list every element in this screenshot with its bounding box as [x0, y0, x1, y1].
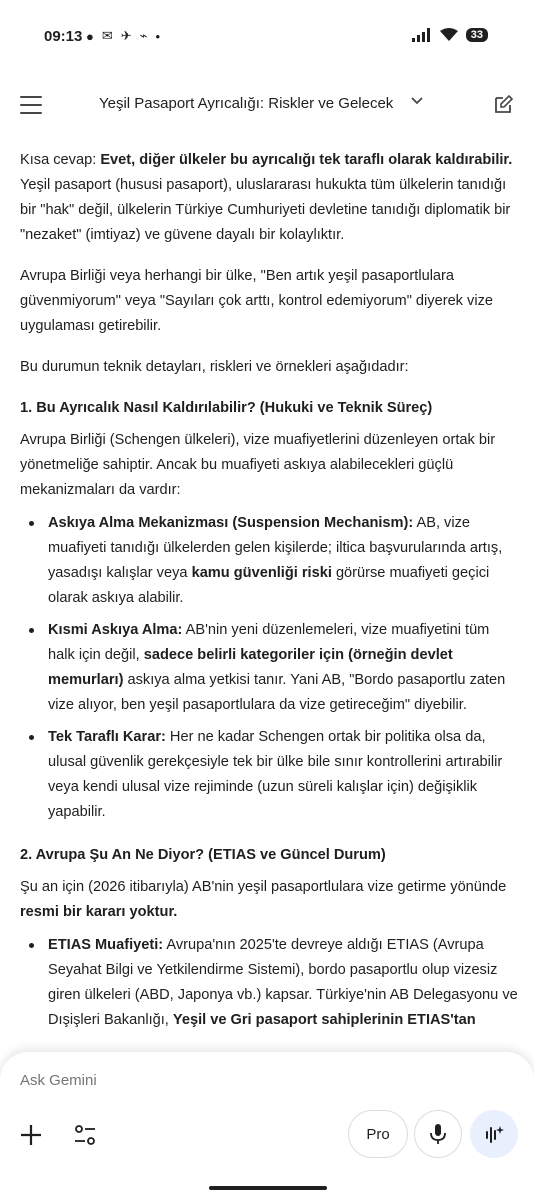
response-content [20, 148, 520, 1051]
list-item: Tek Taraflı Karar: Her ne kadar Schengen ortak bir politika olsa da, ulusal güvenlik gerekçesiyle tek bir ülke bile sınır kontrollerini artırabilir veya kendi ulusal vize rejiminde (uzun süreli kalışlar için) değişiklik yapabilir. [48, 725, 520, 825]
status-time: 09:13 [44, 28, 83, 45]
mic-icon [428, 1123, 448, 1145]
model-selector-button[interactable]: Pro [348, 1110, 408, 1158]
status-bar [0, 0, 534, 76]
wifi-icon [440, 28, 458, 42]
paragraph-eu: Avrupa Birliği veya herhangi bir ülke, "Ben artık yeşil pasaportlulara güvenmiyorum" veya "Sayıları çok arttı, kontrol edemiyorum" diyerek vize uygulaması getirebilir. [20, 268, 493, 334]
chevron-down-icon[interactable] [410, 94, 424, 108]
list-item: Kısmi Askıya Alma: AB'nin yeni düzenlemeleri, vize muafiyetini tüm halk için değil, sadece belirli kategoriler için (örneğin devlet memurları) askıya alma yetkisi tanır. Yani AB, "Bordo pasaportlu zaten vize alıyor, ben yeşil pasaportlulara da vize getireceğim" diyebilir. [48, 618, 520, 718]
mail-notification-icon: ✉ [101, 28, 113, 43]
tools-icon[interactable] [72, 1122, 98, 1148]
flight-notification-icon: ✈ [120, 28, 132, 43]
section-intro-2: Şu an için (2026 itibarıyla) AB'nin yeşil pasaportlulara vize getirme yönünde resmi bir kararı yoktur. [20, 879, 507, 920]
bird-notification-icon: ⌁ [139, 28, 148, 43]
more-notifications-icon: • [155, 28, 161, 44]
section-heading-2: 2. Avrupa Şu An Ne Diyor? (ETIAS ve Güncel Durum) [20, 847, 386, 863]
plus-icon[interactable] [18, 1122, 44, 1148]
chat-title[interactable]: Yeşil Pasaport Ayrıcalığı: Riskler ve Gelecek [99, 95, 394, 112]
prompt-panel [0, 1052, 534, 1200]
paragraph-short-answer: Kısa cevap: Evet, diğer ülkeler bu ayrıcalığı tek taraflı olarak kaldırabilir. Yeşil pasaport (hususi pasaport), uluslararası hukukta tüm ülkelerin tanıdığı bir "hak" değil, ülkelerin Türkiye Cumhuriyeti devletine tanıdığı diplomatik bir "nezaket" (imtiyaz) ve güvene dayalı bir kolaylıktır. [20, 152, 513, 243]
signal-icon [412, 28, 432, 42]
list-item: ETIAS Muafiyeti: Avrupa'nın 2025'te devreye aldığı ETIAS (Avrupa Seyahat Bilgi ve Yetkilendirme Sistemi), bordo pasaportlu olup vizesiz giren ülkeleri (ABD, Japonya vb.) kapsar. Türkiye'nin AB Delegasyonu ve Dışişleri Bakanlığı, Yeşil ve Gri pasaport sahiplerinin ETIAS'tan [48, 933, 520, 1033]
edit-icon[interactable] [492, 94, 514, 116]
section-list-1 [20, 511, 520, 825]
section-intro-1: Avrupa Birliği (Schengen ülkeleri), vize muafiyetlerini düzenleyen ortak bir yönetmeliğe sahiptir. Ancak bu muafiyeti askıya alabilecekleri güçlü mekanizmaları da vardır: [20, 432, 496, 498]
section-heading-1: 1. Bu Ayrıcalık Nasıl Kaldırılabilir? (Hukuki ve Teknik Süreç) [20, 400, 433, 416]
section-list-2 [20, 933, 520, 1033]
chat-notification-icon: ● [86, 28, 94, 44]
system-icons [412, 28, 488, 42]
live-icon [483, 1123, 505, 1145]
battery-icon: 33 [466, 28, 488, 42]
notification-icons [86, 28, 160, 44]
menu-icon[interactable] [20, 96, 42, 114]
app-header [0, 86, 534, 126]
paragraph-details: Bu durumun teknik detayları, riskleri ve örnekleri aşağıdadır: [20, 359, 409, 375]
list-item: Askıya Alma Mekanizması (Suspension Mechanism): AB, vize muafiyeti tanıdığı ülkelerden gelen kişilerde; iltica başvurularında artış, yasadışı kalışlar veya kamu güvenliği riski görürse muafiyeti geçici olarak askıya alabilir. [48, 511, 520, 611]
home-indicator [209, 1186, 327, 1190]
mic-button[interactable] [414, 1110, 462, 1158]
live-button[interactable] [470, 1110, 518, 1158]
prompt-input[interactable] [20, 1072, 420, 1089]
